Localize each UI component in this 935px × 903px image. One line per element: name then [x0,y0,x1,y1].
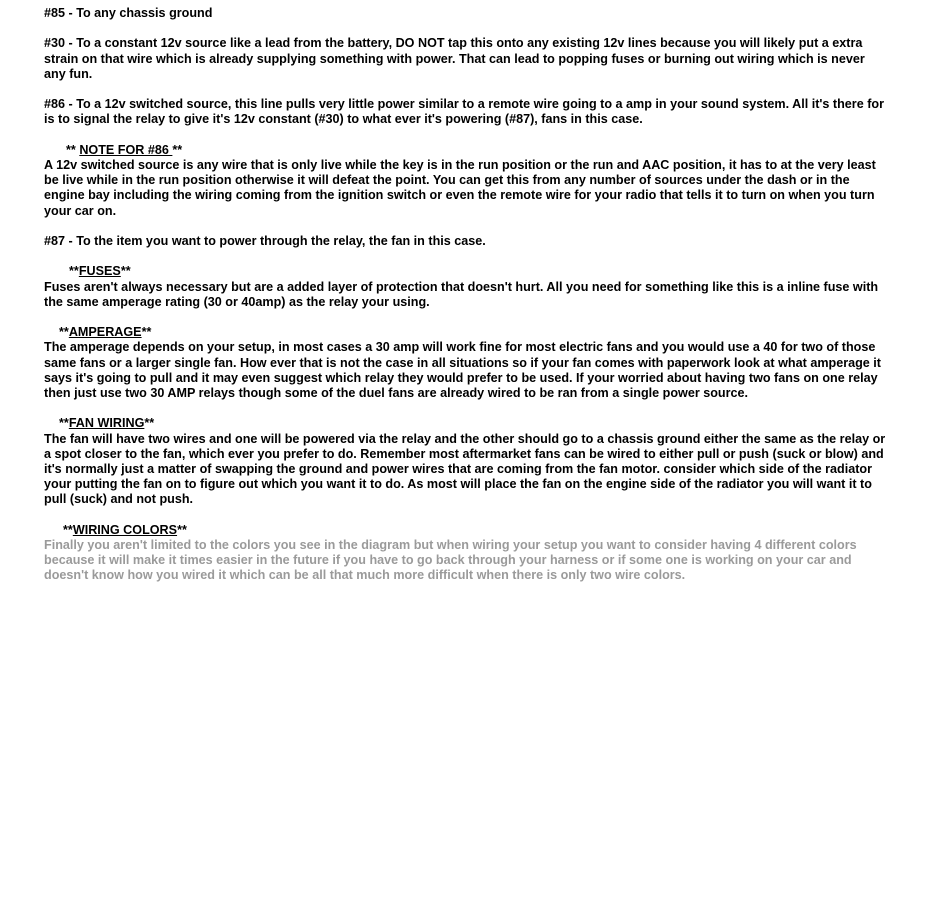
note-86-title: NOTE FOR #86 [79,142,173,157]
fuses-text: Fuses aren't always necessary but are a added layer of protection that doesn't hurt. All you need for something like this is a inline fuse with the same amperage rating (30 or 40amp) as the relay your using. [44,279,879,309]
fuses-prefix: ** [69,264,79,279]
amperage-text: The amperage depends on your setup, in most cases a 30 amp will work fine for most electric fans and you would use a 40 for two of those same fans or a larger single fan. How ever that is not the case in all situations so if your fan comes with paperwork look at what amperage it says it's going to pull and it may even suggest which relay they would prefer to be used. If your worried about having two fans on one relay then just use two 30 AMP relays though some of the duel fans are already wired to be ran from a single power source. [44,340,882,400]
pin-30-text: #30 - To a constant 12v source like a lead from the battery, DO NOT tap this onto any existing 12v lines because you will likely put a extra strain on that wire which is already supplying something with power. That can lead to popping fuses or burning out wiring which is never any fun. [44,36,865,81]
wiring-colors-prefix: ** [63,522,73,537]
fuses-heading [44,264,889,279]
fan-wiring-text: The fan will have two wires and one will be powered via the relay and the other should go to a chassis ground either the same as the relay or a spot closer to the fan, which ever you prefer to do. Remember most aftermarket fans can be wired to either pull or push (suck or blow) and it's normally just a matter of swapping the ground and power wires that are coming from the fan motor. consider which side of the radiator your putting the fan on to figure out which you want it to do. As most will place the fan on the engine side of the radiator you will want it to pull (suck) and not push. [44,431,886,507]
fuses-title: FUSES [78,264,121,279]
note-86-text: A 12v switched source is any wire that is only live while the key is in the run position or the run and AAC position, it has to at the very least be live while in the run position otherwise it will defeat the point. You can get this from any number of sources under the dash or in the engine bay including the wiring coming from the ignition switch or even the remote wire for your radio that tells it to turn on when you turn your car on. [44,157,876,218]
wiring-colors-suffix: ** [177,522,187,537]
note-86-heading [44,143,889,158]
document-body [44,6,889,599]
wiring-colors-title: WIRING COLORS [72,522,178,537]
note-86-prefix: ** [66,142,80,157]
pin-85-text: #85 - To any chassis ground [44,6,213,20]
pin-86-text: #86 - To a 12v switched source, this line pulls very little power similar to a remote wire going to a amp in your sound system. All it's there for is to signal the relay to give it's 12v constant (#30) to what ever it's powering (#87), fans in this case. [44,97,884,127]
fan-wiring-prefix: ** [59,416,69,431]
amperage-heading [44,325,889,340]
fuses-suffix: ** [120,264,131,279]
amperage-prefix: ** [59,325,69,340]
fan-wiring-suffix: ** [144,416,155,431]
amperage-suffix: ** [141,325,152,340]
fan-wiring-heading [44,416,889,431]
pin-87-text: #87 - To the item you want to power through the relay, the fan in this case. [44,233,486,248]
wiring-colors-text: Finally you aren't limited to the colors you see in the diagram but when wiring your setup you want to consider having 4 different colors because it will make it times easier in the future if you have to go back through your harness or if some one is working on your car and doesn't know how you wired it which can be all that much more difficult when there is only two wire colors. [44,537,857,583]
fan-wiring-title: FAN WIRING [68,416,145,431]
note-86-suffix: ** [172,142,183,157]
amperage-title: AMPERAGE [68,325,142,340]
wiring-colors-heading [44,523,889,538]
